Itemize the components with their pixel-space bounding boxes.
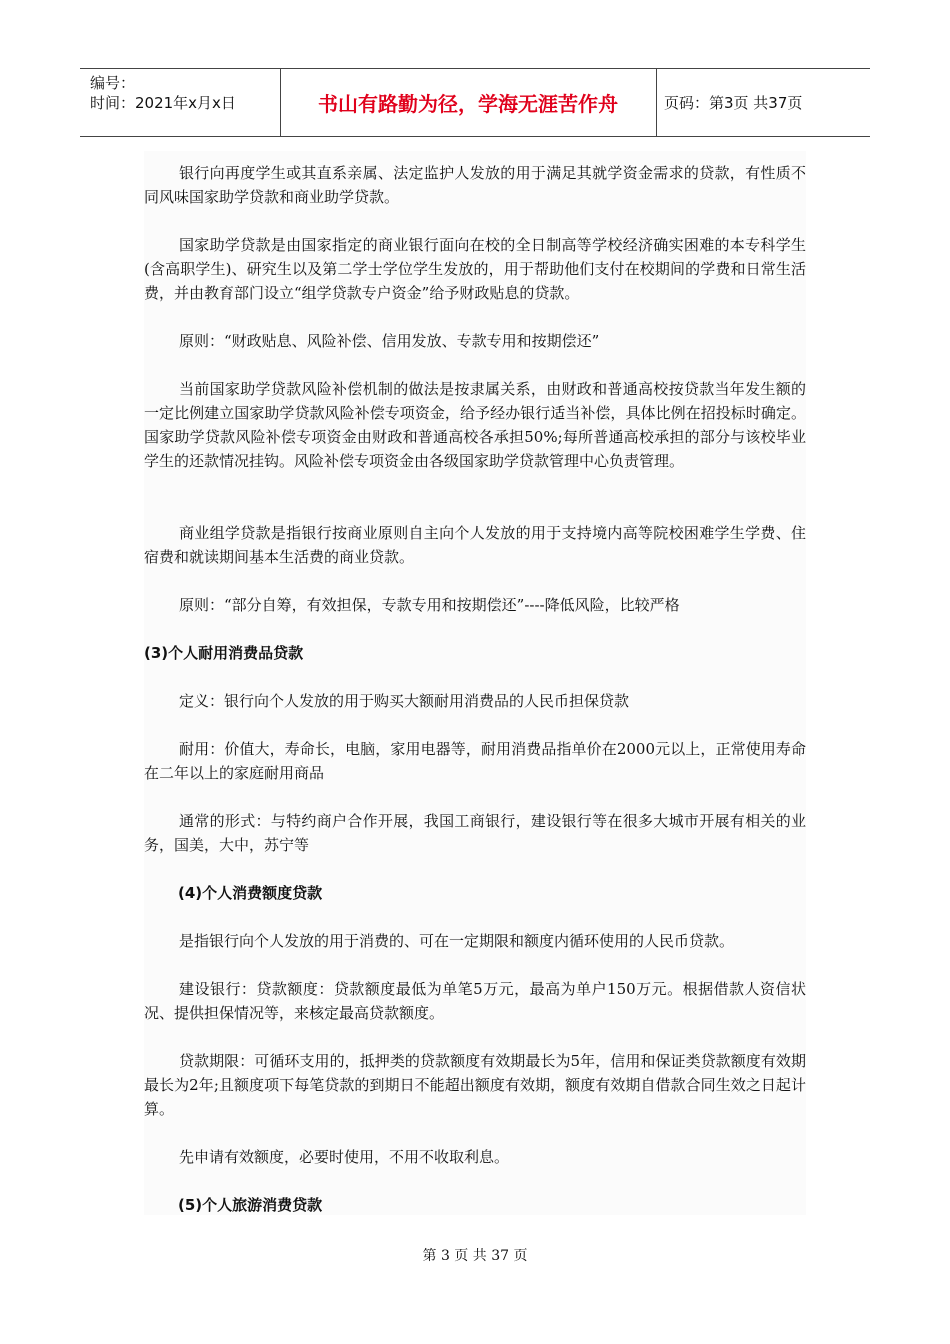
paragraph-credit-line-definition: 是指银行向个人发放的用于消费的、可在一定期限和额度内循环使用的人民币贷款。 bbox=[179, 932, 735, 950]
header-motto: 书山有路勤为径，学海无涯苦作舟 bbox=[318, 92, 618, 116]
header-bottom-rule bbox=[80, 136, 870, 137]
paragraph-credit-line-usage: 先申请有效额度，必要时使用，不用不收取利息。 bbox=[179, 1148, 510, 1166]
section-heading-durable-goods-loan: (3)个人耐用消费品贷款 bbox=[144, 644, 304, 662]
header-meta bbox=[90, 73, 236, 113]
paragraph-commercial-loan: 商业组学贷款是指银行按商业原则自主向个人发放的用于支持境内高等院校困难学生学费、住宿费和就读期间基本生活费的商业贷款。 bbox=[144, 524, 806, 566]
doc-number-label: 编号： bbox=[90, 74, 136, 92]
section-heading-credit-line-loan: (4)个人消费额度贷款 bbox=[178, 884, 323, 902]
paragraph-student-loan-definition: 银行向再度学生或其直系亲属、法定监护人发放的用于满足其就学资金需求的贷款，有性质不同风味国家助学贷款和商业助学贷款。 bbox=[144, 164, 806, 206]
header-page-number: 页码：第3页 共37页 bbox=[664, 94, 803, 112]
footer-page-number: 第 3 页 共 37 页 bbox=[422, 1248, 528, 1264]
paragraph-commercial-loan-principle: 原则：“部分自筹，有效担保，专款专用和按期偿还”----降低风险，比较严格 bbox=[179, 596, 680, 614]
paragraph-credit-line-term: 贷款期限：可循环支用的，抵押类的贷款额度有效期最长为5年，信用和保证类贷款额度有效期最长为2年;且额度项下每笔贷款的到期日不能超出额度有效期，额度有效期自借款合同生效之日起计算。 bbox=[144, 1052, 806, 1118]
document-body bbox=[144, 151, 806, 1215]
paragraph-durable-forms: 通常的形式：与特约商户合作开展，我国工商银行，建设银行等在很多大城市开展有相关的业务，国美，大中，苏宁等 bbox=[144, 812, 806, 854]
doc-time-label: 时间：2021年x月x日 bbox=[90, 94, 236, 112]
paragraph-national-loan-principle: 原则：“财政贴息、风险补偿、信用发放、专款专用和按期偿还” bbox=[179, 332, 600, 350]
paragraph-risk-compensation: 当前国家助学贷款风险补偿机制的做法是按隶属关系，由财政和普通高校按贷款当年发生额的一定比例建立国家助学贷款风险补偿专项资金，给予经办银行适当补偿，具体比例在招投标时确定。国家助学贷款风险补偿专项资金由财政和普通高校各承担50%;每所普通高校承担的部分与该校毕业学生的还款情况挂钩。风险补偿专项资金由各级国家助学贷款管理中心负责管理。 bbox=[144, 380, 806, 470]
section-heading-travel-loan: (5)个人旅游消费贷款 bbox=[178, 1196, 323, 1214]
header-top-rule bbox=[80, 68, 870, 69]
paragraph-durable-definition: 定义：银行向个人发放的用于购买大额耐用消费品的人民币担保贷款 bbox=[179, 692, 630, 710]
paragraph-national-loan: 国家助学贷款是由国家指定的商业银行面向在校的全日制高等学校经济确实困难的本专科学生(含高职学生)、研究生以及第二学士学位学生发放的，用于帮助他们支付在校期间的学费和日常生活费，并由教育部门设立“组学贷款专户资金”给予财政贴息的贷款。 bbox=[144, 236, 806, 302]
paragraph-durable-meaning: 耐用：价值大，寿命长，电脑，家用电器等，耐用消费品指单价在2000元以上，正常使用寿命在二年以上的家庭耐用商品 bbox=[144, 740, 806, 782]
header-divider-right bbox=[656, 68, 657, 137]
paragraph-ccb-credit-amount: 建设银行：贷款额度：贷款额度最低为单笔5万元，最高为单户150万元。根据借款人资信状况、提供担保情况等，来核定最高贷款额度。 bbox=[144, 980, 806, 1022]
